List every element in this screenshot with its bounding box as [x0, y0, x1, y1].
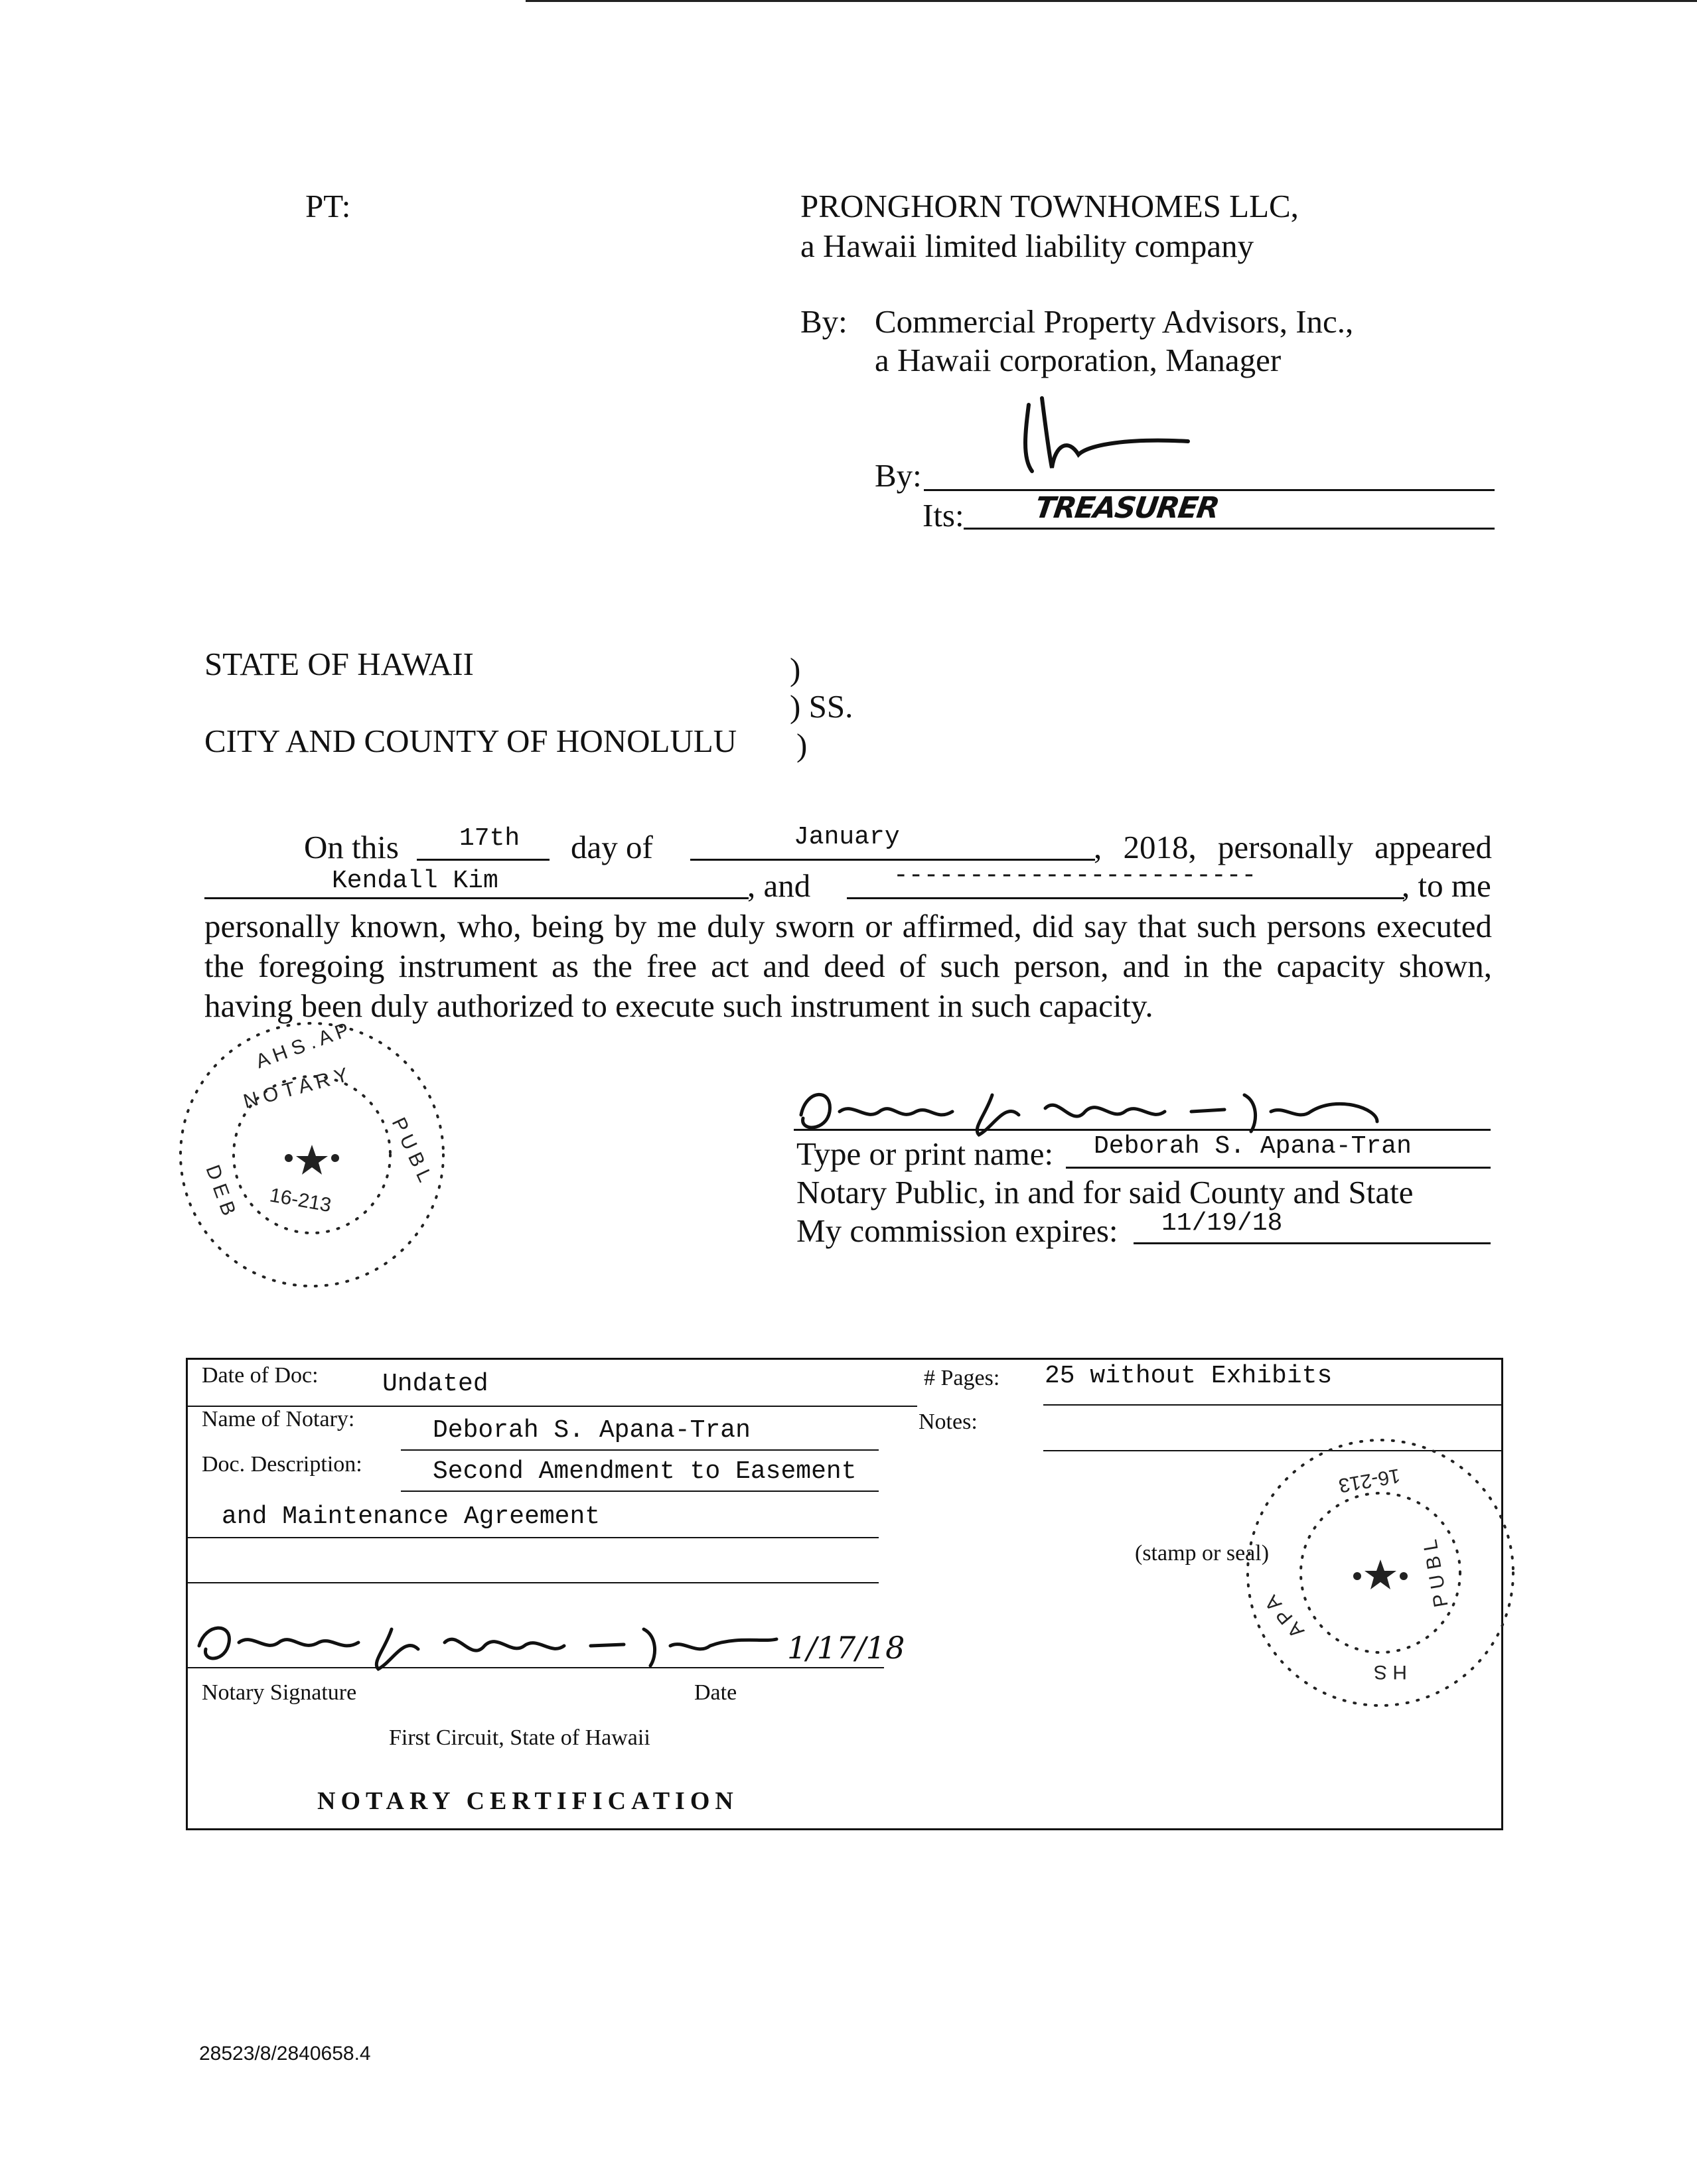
- commission-label: My commission expires:: [796, 1212, 1118, 1249]
- by2-label: By:: [875, 457, 922, 494]
- its-line: [964, 528, 1495, 530]
- notary-signature-rule: [187, 1667, 884, 1668]
- company-name: PRONGHORN TOWNHOMES LLC,: [800, 188, 1299, 224]
- svg-text:A P A: A P A: [1260, 1591, 1309, 1642]
- type-name-line: [1066, 1167, 1491, 1169]
- venue-paren-3: ): [796, 727, 808, 763]
- description-label: Doc. Description:: [202, 1452, 362, 1477]
- notary-signature-label: Notary Signature: [202, 1680, 357, 1705]
- date-of-doc-value: Undated: [382, 1370, 488, 1398]
- manager-name: Commercial Property Advisors, Inc.,: [875, 303, 1354, 340]
- document-id: 28523/8/2840658.4: [199, 2043, 371, 2065]
- svg-text:A H S . A P: A H S . A P: [253, 1019, 352, 1073]
- certification-signature-handwritten: [192, 1613, 790, 1672]
- description-line2-rule: [187, 1537, 879, 1538]
- signer-title-handwritten: TREASURER: [1033, 491, 1220, 525]
- day-value: 17th: [459, 824, 520, 853]
- pt-label: PT:: [305, 188, 351, 224]
- description-line1-rule: [401, 1491, 879, 1492]
- pages-value: 25 without Exhibits: [1045, 1362, 1333, 1390]
- year-text: , 2018, personally appeared: [1094, 829, 1492, 865]
- circuit-text: First Circuit, State of Hawaii: [389, 1725, 650, 1750]
- county-venue: CITY AND COUNTY OF HONOLULU: [204, 723, 737, 759]
- month-line: [690, 859, 1095, 861]
- commission-value: 11/19/18: [1161, 1209, 1283, 1238]
- certification-signature-date-handwritten: 1/17/18: [787, 1630, 905, 1666]
- acknowledgment-body: personally known, who, being by me duly sworn or affirmed, did say that such persons executed the foregoing instrument as the free act and deed of such person, and in the capacity shown, having been duly authorized to execute such instrument in such capacity.: [204, 908, 1492, 1024]
- authorized-signature-mark: [1015, 392, 1201, 478]
- type-name-label: Type or print name:: [796, 1135, 1054, 1172]
- person1-line: [204, 897, 749, 899]
- and-text: , and: [747, 867, 811, 904]
- notary-public-text: Notary Public, in and for said County and State: [796, 1174, 1414, 1210]
- month-value: January: [794, 823, 900, 851]
- type-name-value: Deborah S. Apana-Tran: [1094, 1132, 1412, 1161]
- svg-text:16-213: 16-213: [267, 1184, 333, 1217]
- stamp-label: (stamp or seal): [1135, 1541, 1270, 1565]
- description-line2: and Maintenance Agreement: [222, 1502, 601, 1531]
- notary-signature-handwritten: [793, 1075, 1390, 1141]
- state-venue: STATE OF HAWAII: [204, 646, 474, 682]
- person1-value: Kendall Kim: [332, 867, 498, 895]
- date-label: Date: [694, 1680, 737, 1705]
- by-label: By:: [800, 303, 848, 340]
- blank-line: [187, 1582, 879, 1583]
- manager-type: a Hawaii corporation, Manager: [875, 342, 1282, 378]
- pages-label: # Pages:: [924, 1366, 1000, 1390]
- its-label: Its:: [922, 497, 964, 534]
- on-this-text: On this: [304, 829, 399, 865]
- svg-text:D E B: D E B: [201, 1162, 240, 1219]
- notary-seal-stamp: [153, 1015, 471, 1294]
- scan-edge-line: [526, 0, 1697, 2]
- person2-value: ------------------------: [893, 861, 1257, 890]
- commission-line: [1134, 1242, 1491, 1244]
- to-me-text: , to me: [1402, 867, 1491, 904]
- pages-line: [1043, 1404, 1503, 1406]
- date-of-doc-label: Date of Doc:: [202, 1363, 319, 1388]
- notary-name-label: Name of Notary:: [202, 1407, 355, 1431]
- notes-label: Notes:: [919, 1410, 978, 1434]
- certification-title: NOTARY CERTIFICATION: [317, 1787, 739, 1815]
- notary-name-line: [401, 1449, 879, 1451]
- venue-paren-1: ): [790, 651, 801, 688]
- notary-seal-stamp-lower: [1228, 1427, 1533, 1719]
- svg-text:P U B L: P U B L: [1419, 1538, 1453, 1609]
- svg-text:P U B L: P U B L: [387, 1114, 437, 1186]
- notary-signature-line: [794, 1129, 1491, 1131]
- notary-name-value: Deborah S. Apana-Tran: [433, 1416, 751, 1445]
- description-line1: Second Amendment to Easement: [433, 1457, 857, 1486]
- person2-line: [847, 897, 1404, 899]
- day-line: [417, 859, 550, 861]
- day-of-text: day of: [571, 829, 653, 865]
- company-type: a Hawaii limited liability company: [800, 228, 1254, 264]
- venue-ss: ) SS.: [790, 688, 853, 725]
- svg-text:N O T A R Y: N O T A R Y: [241, 1064, 351, 1113]
- svg-text:H S: H S: [1373, 1661, 1407, 1683]
- svg-text:16-213: 16-213: [1337, 1464, 1402, 1497]
